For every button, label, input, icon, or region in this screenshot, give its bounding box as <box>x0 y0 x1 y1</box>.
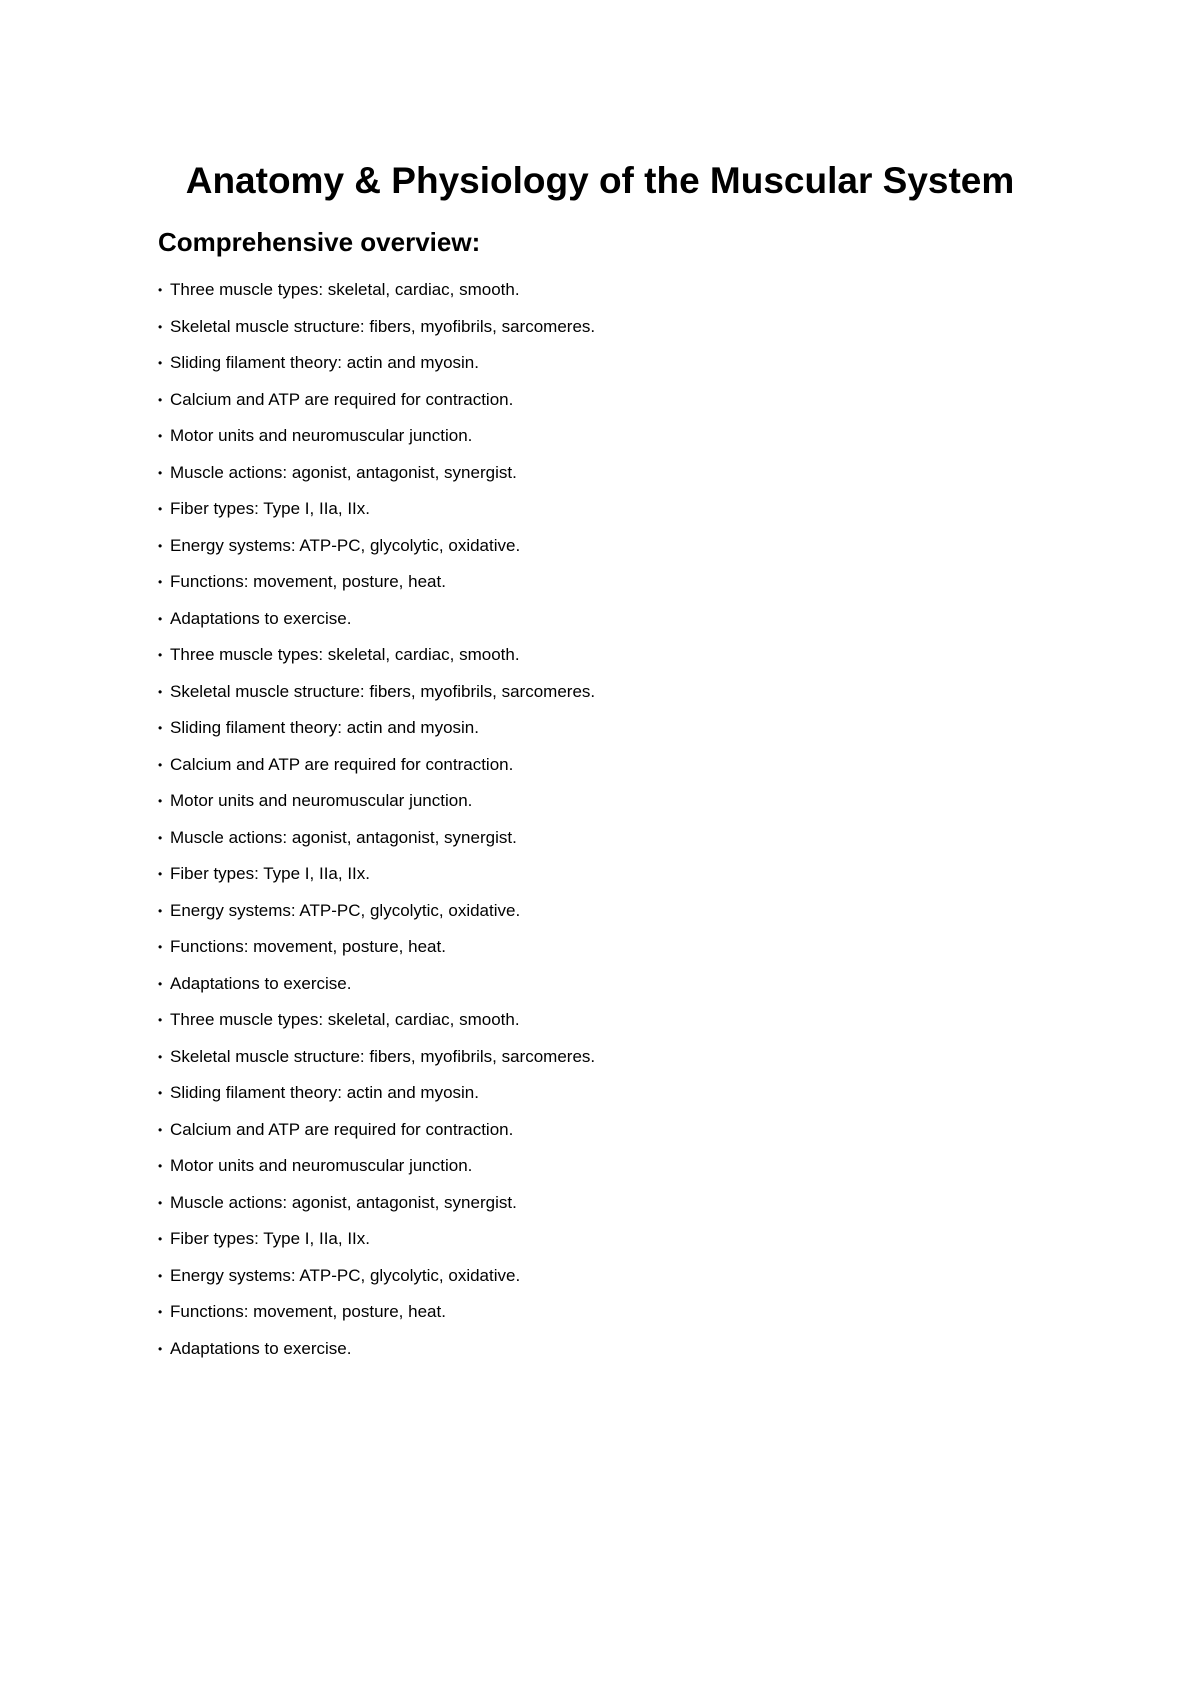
bullet-icon: • <box>158 757 163 772</box>
list-item-text: Skeletal muscle structure: fibers, myofibrils, sarcomeres. <box>170 316 596 336</box>
list-item <box>158 747 595 784</box>
list-item <box>158 1221 595 1258</box>
list-item <box>158 601 595 638</box>
list-item <box>158 637 595 674</box>
bullet-icon: • <box>158 940 163 954</box>
list-item-text: Muscle actions: agonist, antagonist, synergist. <box>170 462 517 482</box>
bullet-icon: • <box>158 356 163 370</box>
bullet-icon: • <box>158 1159 163 1173</box>
list-item-text: Adaptations to exercise. <box>170 973 352 993</box>
list-item-text: Fiber types: Type I, IIa, IIx. <box>170 499 370 518</box>
list-item-text: Skeletal muscle structure: fibers, myofibrils, sarcomeres. <box>170 1046 596 1066</box>
list-item-text: Three muscle types: skeletal, cardiac, smooth. <box>170 645 520 664</box>
list-item <box>158 1075 595 1112</box>
list-item <box>158 893 595 930</box>
list-item <box>158 272 595 309</box>
page-title: Anatomy & Physiology of the Muscular System <box>185 160 1015 201</box>
list-item <box>158 382 595 419</box>
list-item-text: Fiber types: Type I, IIa, IIx. <box>170 864 370 883</box>
list-item-text: Motor units and neuromuscular junction. <box>170 791 473 810</box>
list-item-text: Energy systems: ATP-PC, glycolytic, oxidative. <box>170 1265 521 1285</box>
bullet-icon: • <box>158 502 163 516</box>
list-item <box>158 856 595 893</box>
list-item <box>158 1294 595 1331</box>
list-item <box>158 966 595 1003</box>
list-item-text: Calcium and ATP are required for contraction. <box>170 754 514 774</box>
list-item <box>158 710 595 747</box>
bullet-icon: • <box>158 830 163 845</box>
bullet-icon: • <box>158 867 163 881</box>
list-item-text: Adaptations to exercise. <box>170 1338 352 1358</box>
list-item <box>158 1331 595 1368</box>
bullet-icon: • <box>158 1268 163 1283</box>
list-item <box>158 929 595 966</box>
bullet-icon: • <box>158 1341 163 1356</box>
list-item <box>158 783 595 820</box>
bullet-icon: • <box>158 648 163 662</box>
bullet-icon: • <box>158 1232 163 1246</box>
bullet-list <box>158 272 595 1367</box>
bullet-icon: • <box>158 283 163 297</box>
bullet-icon: • <box>158 319 163 334</box>
bullet-icon: • <box>158 1086 163 1100</box>
list-item-text: Sliding filament theory: actin and myosin. <box>170 353 479 372</box>
list-item-text: Muscle actions: agonist, antagonist, synergist. <box>170 827 517 847</box>
list-item-text: Energy systems: ATP-PC, glycolytic, oxidative. <box>170 900 521 920</box>
bullet-icon: • <box>158 721 163 735</box>
list-item <box>158 1258 595 1295</box>
bullet-icon: • <box>158 575 163 589</box>
list-item <box>158 674 595 711</box>
bullet-icon: • <box>158 392 163 407</box>
list-item-text: Calcium and ATP are required for contraction. <box>170 1119 514 1139</box>
bullet-icon: • <box>158 794 163 808</box>
list-item <box>158 418 595 455</box>
bullet-icon: • <box>158 1122 163 1137</box>
bullet-icon: • <box>158 1305 163 1319</box>
bullet-icon: • <box>158 611 163 626</box>
list-item-text: Functions: movement, posture, heat. <box>170 937 446 956</box>
bullet-icon: • <box>158 429 163 443</box>
list-item-text: Functions: movement, posture, heat. <box>170 572 446 591</box>
list-item-text: Functions: movement, posture, heat. <box>170 1302 446 1321</box>
list-item-text: Sliding filament theory: actin and myosin. <box>170 1083 479 1102</box>
list-item-text: Motor units and neuromuscular junction. <box>170 1156 473 1175</box>
list-item <box>158 564 595 601</box>
bullet-icon: • <box>158 1195 163 1210</box>
list-item-text: Fiber types: Type I, IIa, IIx. <box>170 1229 370 1248</box>
bullet-icon: • <box>158 903 163 918</box>
list-item-text: Adaptations to exercise. <box>170 608 352 628</box>
list-item <box>158 1002 595 1039</box>
list-item <box>158 309 595 346</box>
list-item <box>158 1185 595 1222</box>
list-item-text: Muscle actions: agonist, antagonist, synergist. <box>170 1192 517 1212</box>
list-item <box>158 1039 595 1076</box>
list-item-text: Energy systems: ATP-PC, glycolytic, oxidative. <box>170 535 521 555</box>
bullet-icon: • <box>158 1013 163 1027</box>
list-item-text: Three muscle types: skeletal, cardiac, smooth. <box>170 280 520 299</box>
list-item-text: Sliding filament theory: actin and myosin. <box>170 718 479 737</box>
list-item <box>158 491 595 528</box>
section-heading: Comprehensive overview: <box>158 227 481 257</box>
list-item-text: Skeletal muscle structure: fibers, myofibrils, sarcomeres. <box>170 681 596 701</box>
list-item-text: Motor units and neuromuscular junction. <box>170 426 473 445</box>
list-item <box>158 455 595 492</box>
bullet-icon: • <box>158 684 163 699</box>
list-item <box>158 820 595 857</box>
bullet-icon: • <box>158 465 163 480</box>
list-item <box>158 528 595 565</box>
bullet-icon: • <box>158 538 163 553</box>
list-item <box>158 345 595 382</box>
bullet-icon: • <box>158 1049 163 1064</box>
list-item <box>158 1148 595 1185</box>
bullet-icon: • <box>158 976 163 991</box>
list-item <box>158 1112 595 1149</box>
list-item-text: Calcium and ATP are required for contraction. <box>170 389 514 409</box>
list-item-text: Three muscle types: skeletal, cardiac, smooth. <box>170 1010 520 1029</box>
